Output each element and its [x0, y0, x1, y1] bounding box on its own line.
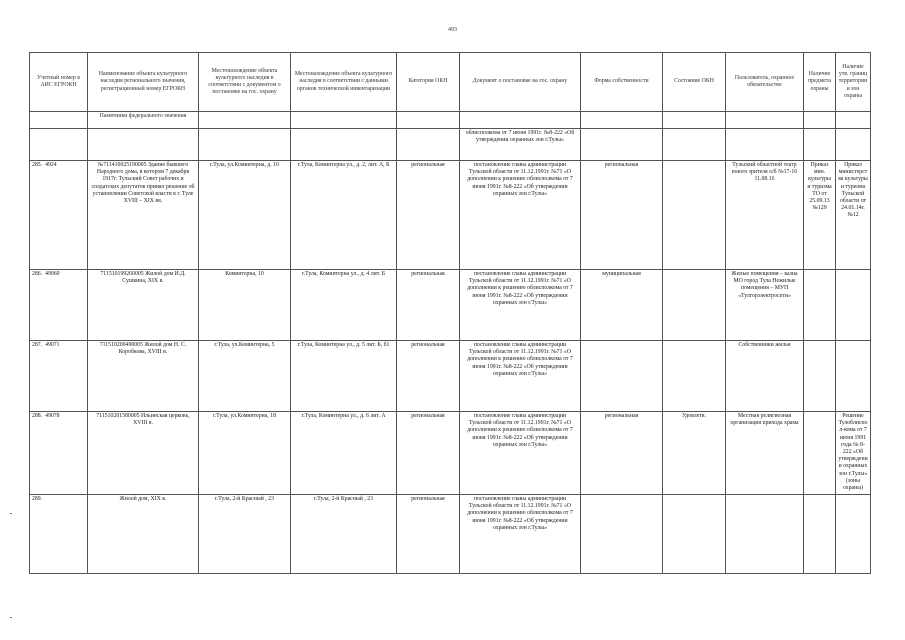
row-id: 49078: [45, 413, 60, 419]
document-cell: постановление главы администрации Тульской области от 11.12.1991г. №71 «О дополнении к решению облисполкома от 7 июня 1991г. №8-222 «Об утверждении охранных зон г.Тулы»: [460, 270, 581, 341]
category-cell: региональная: [397, 341, 460, 412]
ownership-cell: региональная: [581, 161, 663, 270]
subheader-label: Памятники федерального значения: [88, 112, 199, 129]
row-id: 4924: [45, 162, 57, 168]
registry-table: [29, 52, 871, 574]
table-row: [30, 341, 871, 412]
margin-mark: [10, 513, 12, 514]
location-doc-cell: г.Тула, 2-й Красный , 23: [199, 495, 291, 574]
header-zones: Наличие утв. границ территории и зон охраны: [836, 53, 871, 112]
user-cell: Собственники жилья: [726, 341, 804, 412]
row-index: 288.: [32, 413, 43, 419]
ownership-cell: [581, 495, 663, 574]
row-index: 289.: [32, 496, 43, 502]
row-index: 287.: [32, 342, 43, 348]
location-ti-cell: г.Тула, Коминтерна ул., д. 5 лит. Б, б1: [291, 341, 397, 412]
user-cell: Жилые помещения – казна МО город Тула Нежилые помещения – МУП «Тулгорэлектросети»: [726, 270, 804, 341]
zones-cell: Приказ министерства культуры и туризма Тульской области от 24.01.14г. №12: [836, 161, 871, 270]
continuation-text: облисполкома от 7 июня 1991г. №8-222 «Об утверждении охранных зон г.Тулы»: [460, 129, 581, 161]
table-row: [30, 412, 871, 495]
location-ti-cell: г.Тула, Коминтерна ул., д. 2, лит. А, Б: [291, 161, 397, 270]
document-cell: постановление главы администрации Тульской области от 11.12.1991г. №71 «О дополнении к решению облисполкома от 7 июня 1991г. №8-222 «Об утверждении охранных зон г.Тулы»: [460, 341, 581, 412]
document-cell: постановление главы администрации Тульской области от 11.12.1991г. №71 «О дополнении к решению облисполкома от 7 июня 1991г. №8-222 «Об утверждении охранных зон г.Тулы»: [460, 412, 581, 495]
location-ti-cell: г.Тула, 2-й Красный , 23: [291, 495, 397, 574]
table-row: [30, 495, 871, 574]
header-row: [30, 53, 871, 112]
page-number: 493: [448, 27, 457, 33]
user-cell: Тульский областной театр юного зрителя о/б №17-16 11.08.16: [726, 161, 804, 270]
document-cell: постановление главы администрации Тульской области от 11.12.1991г. №71 «О дополнении к решению облисполкома от 7 июня 1991г. №8-222 «Об утверждении охранных зон г.Тулы»: [460, 495, 581, 574]
protection-subject-cell: [804, 412, 836, 495]
row-number-cell: [30, 495, 88, 574]
table-row: [30, 161, 871, 270]
state-cell: [663, 341, 726, 412]
category-cell: региональная: [397, 270, 460, 341]
header-object-name: Наименование объекта культурного наследия регионального значения, регистрационный номер ЕГРОКН: [88, 53, 199, 112]
continuation-row: [30, 129, 871, 161]
category-cell: региональная: [397, 495, 460, 574]
user-cell: Местная религиозная организация прихода храма: [726, 412, 804, 495]
object-name-cell: №711410025190005 Здание бывшего Народного дома, в котором 7 декабря 1917г. Тульский Совет рабочих и солдатских депутатов принял решение об установлении Советской власти в г. Туле XVIII – XIX вв.: [88, 161, 199, 270]
state-cell: Удовлетв.: [663, 412, 726, 495]
location-doc-cell: г.Тула, ул.Коминтерна, 18: [199, 412, 291, 495]
header-document: Документ о постановке на гос. охрану: [460, 53, 581, 112]
state-cell: [663, 161, 726, 270]
location-ti-cell: г.Тула, Коминтерна ул., д. 6 лит. А: [291, 412, 397, 495]
location-ti-cell: г.Тула, Коминтерна ул., д. 4 лит. Б: [291, 270, 397, 341]
header-ownership: Форма собственности: [581, 53, 663, 112]
protection-subject-cell: [804, 495, 836, 574]
location-doc-cell: Коминтерна, 10: [199, 270, 291, 341]
row-number-cell: [30, 161, 88, 270]
category-cell: региональная: [397, 412, 460, 495]
header-location-ti: Местонахождение объекта культурного наследия в соответствии с данными органов технической инвентаризации: [291, 53, 397, 112]
protection-subject-cell: Приказ мин. культуры и туризма ТО от 25.09.13 №129: [804, 161, 836, 270]
protection-subject-cell: [804, 270, 836, 341]
ownership-cell: региональная: [581, 412, 663, 495]
object-name-cell: Жилой дом, XIX в.: [88, 495, 199, 574]
header-user: Пользователь, охранное обязательство: [726, 53, 804, 112]
user-cell: [726, 495, 804, 574]
object-name-cell: 711510201580005 Ильинская церковь, XVIII в.: [88, 412, 199, 495]
state-cell: [663, 270, 726, 341]
header-protection-subject: Наличие предмета охраны: [804, 53, 836, 112]
margin-mark: [10, 617, 12, 618]
row-index: 285.: [32, 162, 43, 168]
subheader-row: [30, 112, 871, 129]
location-doc-cell: г.Тула, ул.Коминтерна, д. 10: [199, 161, 291, 270]
table-row: [30, 270, 871, 341]
object-name-cell: 711510200490005 Жилой дом Н. С. Коробкова, XVIII в.: [88, 341, 199, 412]
category-cell: региональная: [397, 161, 460, 270]
header-location-doc: Местонахождение объекта культурного наследия в соответствии с документом о постановке на гос. охрану: [199, 53, 291, 112]
row-index: 286.: [32, 271, 43, 277]
header-state: Состояние ОКН: [663, 53, 726, 112]
object-name-cell: 711510199260005 Жилой дом И.Д. Сушкина, XIX в.: [88, 270, 199, 341]
row-id: 49060: [45, 271, 60, 277]
row-number-cell: [30, 341, 88, 412]
location-doc-cell: г.Тула, ул.Коминтерна, 5: [199, 341, 291, 412]
header-registry-number: Учетный номер в АИС ЕГРОКН: [30, 53, 88, 112]
zones-cell: Решение Тулоблиспол-кома от 7 июня 1991 года № 8-222 «Об утверждении охранных зон г.Тулы» (зоны охраны): [836, 412, 871, 495]
header-category: Категория ОКН: [397, 53, 460, 112]
zones-cell: [836, 341, 871, 412]
document-cell: постановление главы администрации Тульской области от 11.12.1991г. №71 «О дополнении к решению облисполкома от 7 июня 1991г. №8-222 «Об утверждении охранных зон г.Тулы»: [460, 161, 581, 270]
zones-cell: [836, 270, 871, 341]
row-id: 49071: [45, 342, 60, 348]
ownership-cell: [581, 341, 663, 412]
ownership-cell: муниципальная: [581, 270, 663, 341]
state-cell: [663, 495, 726, 574]
row-number-cell: [30, 270, 88, 341]
zones-cell: [836, 495, 871, 574]
protection-subject-cell: [804, 341, 836, 412]
row-number-cell: [30, 412, 88, 495]
